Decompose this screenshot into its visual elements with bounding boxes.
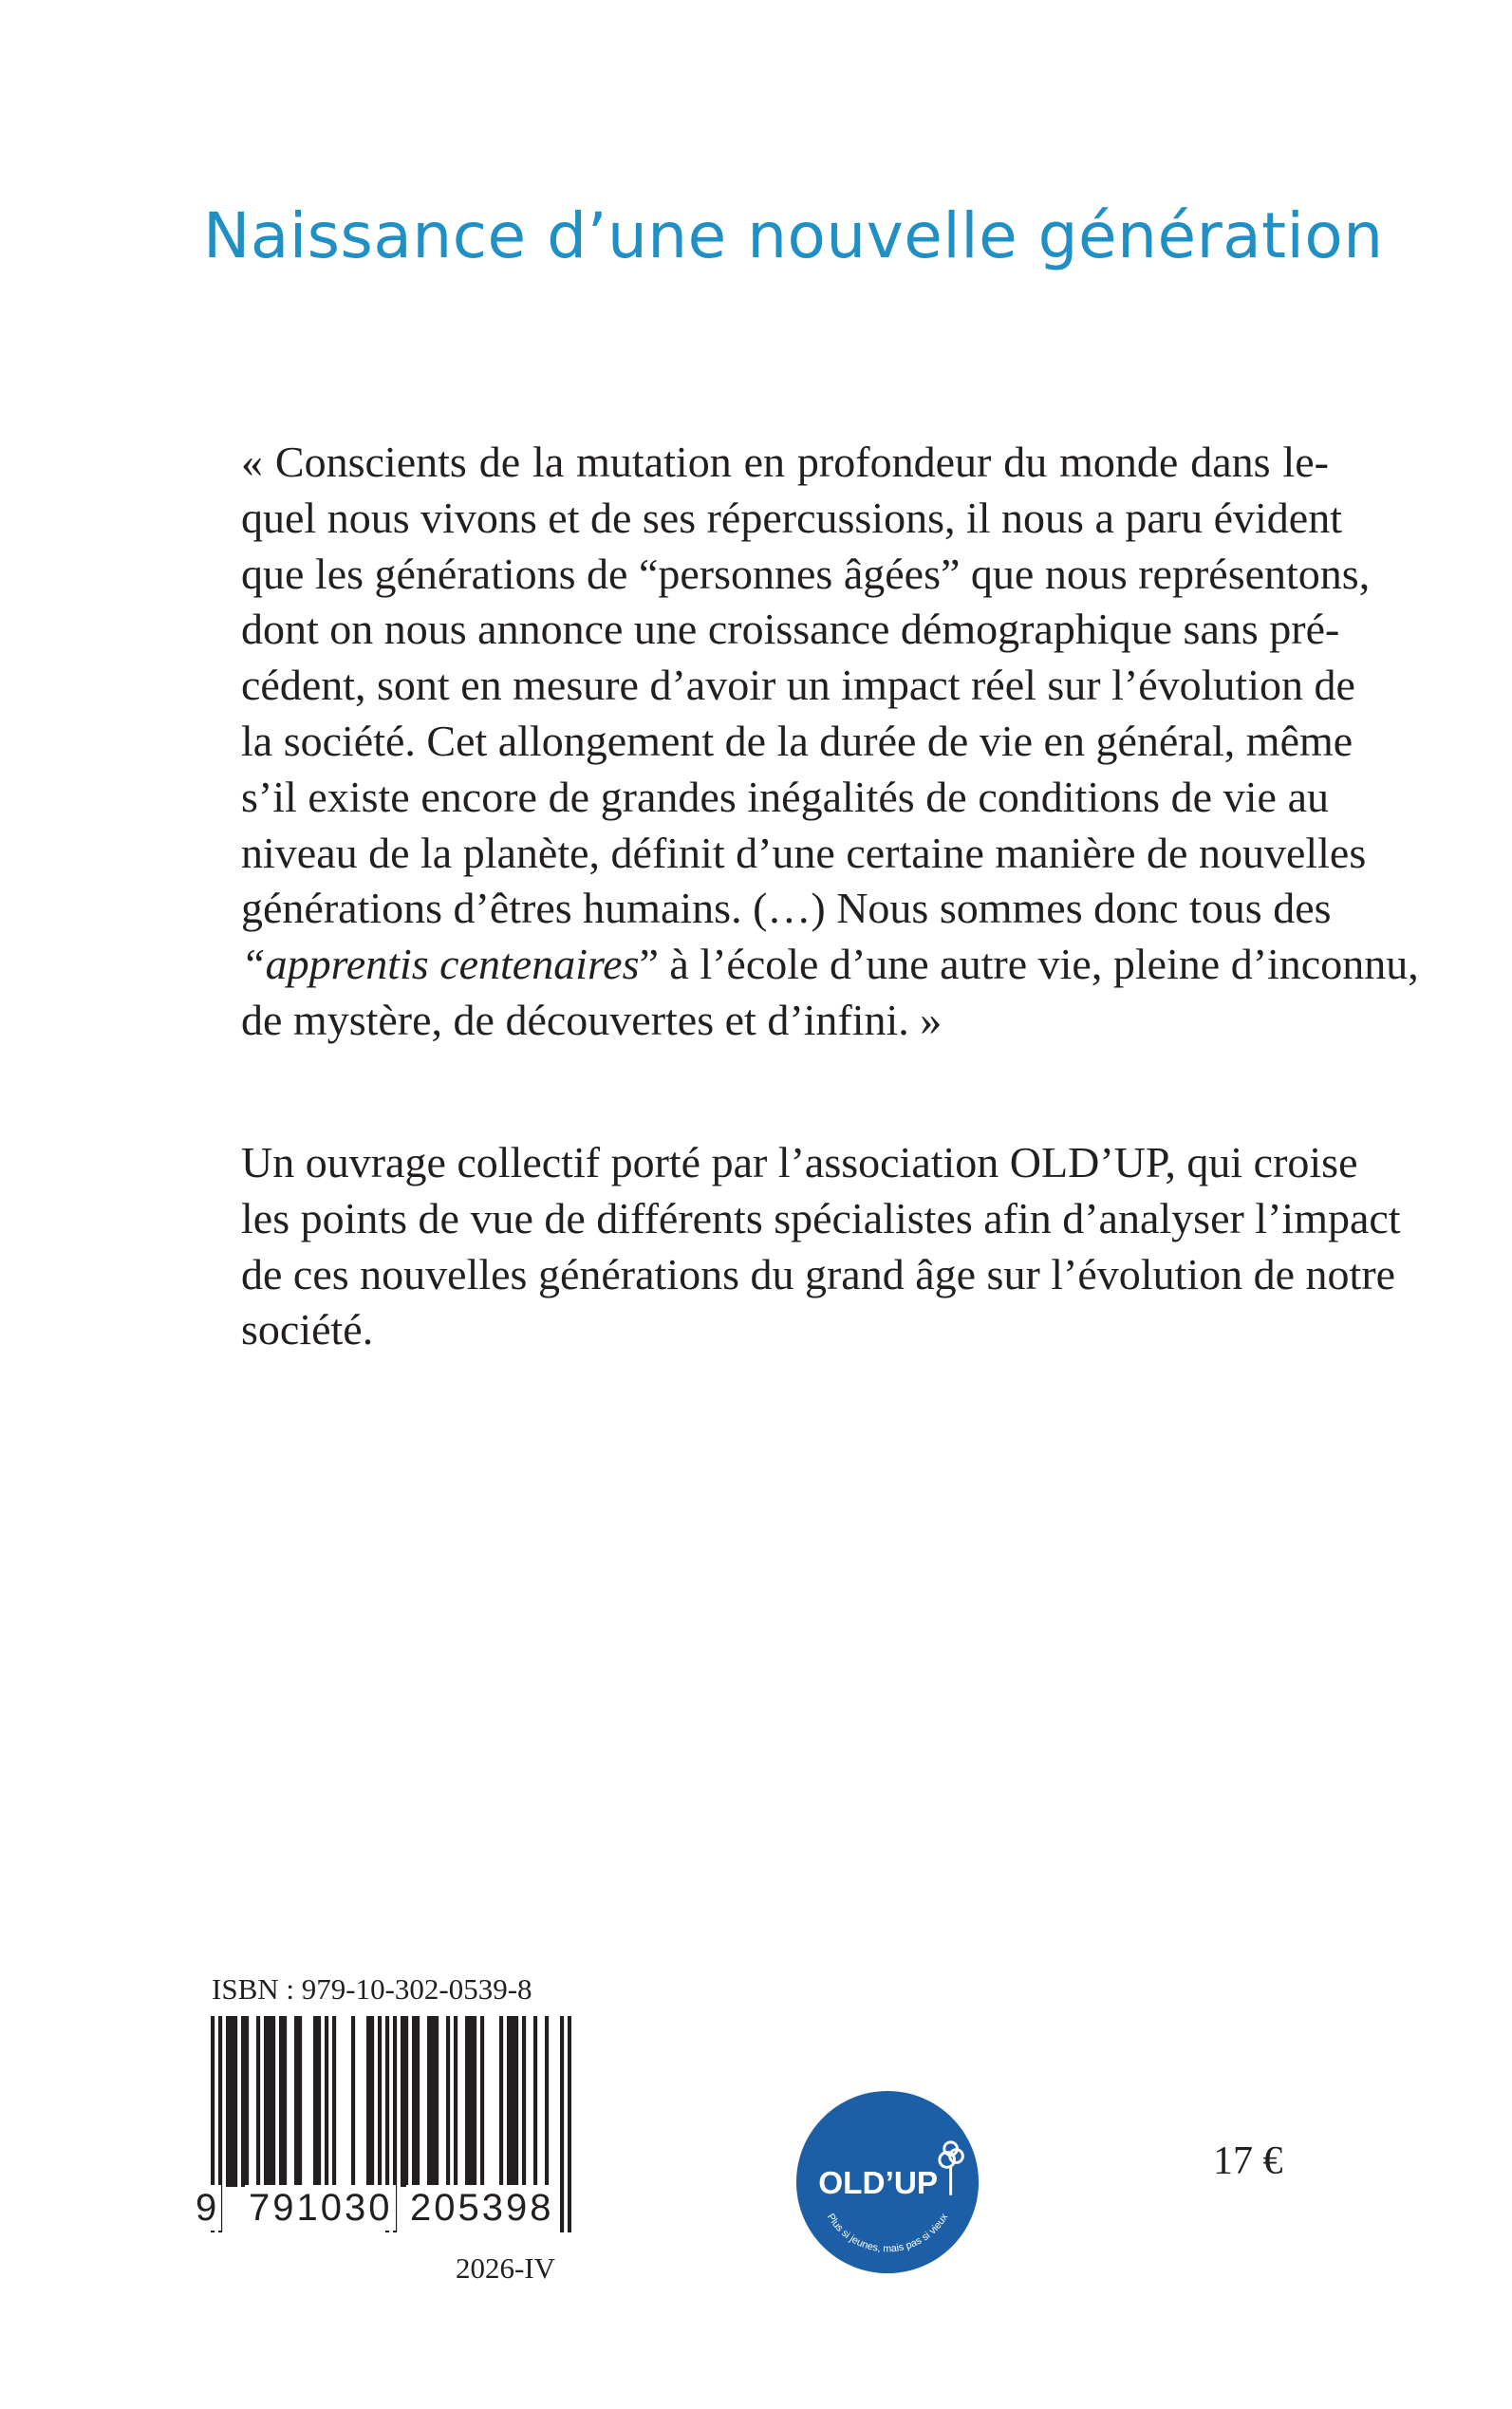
barcode-bar <box>507 2016 511 2187</box>
barcode-bar <box>431 2016 435 2187</box>
description-line: les points de vue de différents spécialistes afin d’analyser l’impact <box>241 1193 1401 1242</box>
barcode-bar <box>446 2016 450 2187</box>
quote-line: que les générations de “personnes âgées” que nous représentons, <box>241 549 1371 598</box>
quote-line: « Conscients de la mutation en profondeur du monde dans le- <box>241 438 1329 486</box>
barcode-bar <box>469 2016 473 2187</box>
barcode-bar <box>522 2016 526 2187</box>
barcode-bar <box>480 2016 484 2187</box>
barcode-bar <box>332 2016 336 2187</box>
barcode-bar <box>264 2016 268 2187</box>
barcode-bar <box>230 2016 233 2187</box>
barcode-bar <box>435 2016 439 2187</box>
oldup-logo <box>794 2089 980 2275</box>
description-line: de ces nouvelles générations du grand âge sur l’évolution de notre <box>241 1249 1396 1298</box>
quote-line: dont on nous annonce une croissance démographique sans pré- <box>241 605 1340 654</box>
price-label: 17 € <box>1213 2139 1283 2183</box>
barcode-bar <box>401 2016 404 2187</box>
barcode-bar <box>412 2016 416 2187</box>
barcode-digits-right: 205398 <box>406 2185 557 2231</box>
barcode-bar <box>271 2016 275 2187</box>
quote-line: niveau de la planète, définit d’une certaine manière de nouvelles <box>241 828 1367 877</box>
barcode-bar <box>351 2016 355 2187</box>
barcode-bar <box>370 2016 374 2187</box>
barcode-bar <box>499 2016 503 2187</box>
barcode-bar <box>514 2016 518 2187</box>
barcode-bar <box>545 2016 549 2187</box>
barcode-bar <box>511 2016 514 2187</box>
barcode-bar <box>245 2016 249 2187</box>
barcode-bar <box>473 2016 476 2187</box>
barcode-bar <box>268 2016 271 2187</box>
barcode-bar <box>283 2016 287 2187</box>
description-block <box>241 1135 1401 1358</box>
isbn-label: ISBN : 979-10-302-0539-8 <box>212 1972 532 2006</box>
quote-line: de mystère, de découvertes et d’infini. » <box>241 995 943 1044</box>
barcode-bar <box>366 2016 370 2187</box>
edition-code: 2026-IV <box>456 2251 556 2285</box>
barcode-bar <box>404 2016 408 2187</box>
description-line: Un ouvrage collectif porté par l’association OLD’UP, qui croise <box>241 1138 1358 1186</box>
barcode-bar <box>378 2016 382 2187</box>
barcode-digits-left: 791030 <box>245 2185 396 2231</box>
quote-line: générations d’êtres humains. (…) Nous sommes donc tous des <box>241 884 1332 933</box>
barcode-bar <box>226 2016 230 2187</box>
barcode-bar <box>533 2016 537 2187</box>
barcode-bar <box>294 2016 298 2187</box>
quote-line: s’il existe encore de grandes inégalités de conditions de vie au <box>241 772 1329 821</box>
barcode-bar <box>465 2016 469 2187</box>
barcode-bar <box>560 2016 564 2232</box>
quote-line: quel nous vivons et de ses répercussions, il nous a paru évident <box>241 493 1342 542</box>
barcode-bar <box>279 2016 283 2187</box>
quote-line: “apprentis centenaires” à l’école d’une autre vie, pleine d’inconnu, <box>241 940 1419 989</box>
barcode-bar <box>454 2016 457 2187</box>
barcode-bar <box>298 2016 302 2187</box>
quote-block <box>241 435 1419 1049</box>
barcode-bar <box>416 2016 420 2187</box>
barcode-bar <box>241 2016 245 2187</box>
barcode-bar <box>233 2016 237 2187</box>
quote-line: cédent, sont en mesure d’avoir un impact réel sur l’évolution de <box>241 661 1355 710</box>
barcode-bar <box>256 2016 260 2187</box>
quote-line: la société. Cet allongement de la durée de vie en général, même <box>241 716 1353 765</box>
barcode-bar <box>313 2016 317 2187</box>
barcode-bar <box>317 2016 321 2187</box>
barcode-digit-lead: 9 <box>196 2187 220 2229</box>
barcode-bar <box>568 2016 571 2232</box>
book-title: Naissance d’une nouvelle génération <box>203 199 1384 272</box>
logo-tagline: Plus si jeunes, mais pas si vieux <box>824 2212 951 2255</box>
description-line: société. <box>241 1305 374 1354</box>
quote-italic-phrase: “apprentis centenaires <box>241 940 640 989</box>
barcode-bar <box>427 2016 431 2187</box>
barcode-bar <box>325 2016 328 2187</box>
logo-name: OLD’UP <box>818 2165 939 2201</box>
